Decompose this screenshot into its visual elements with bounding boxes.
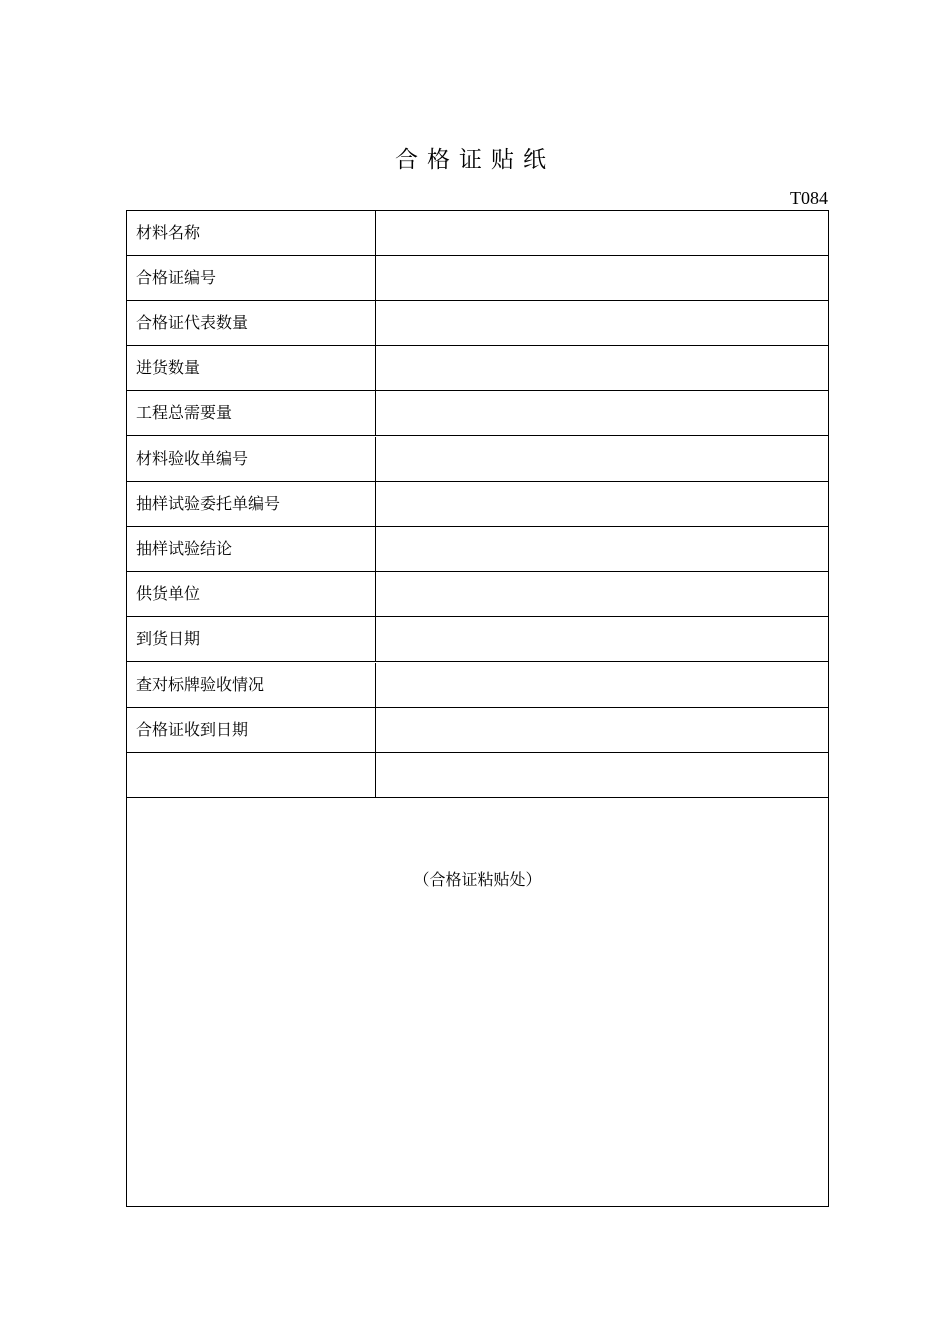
form-row — [127, 708, 828, 753]
form-row — [127, 211, 828, 256]
row-value-field[interactable] — [376, 301, 828, 345]
form-row — [127, 663, 828, 708]
form-row — [127, 437, 828, 482]
row-value-field[interactable] — [376, 708, 828, 752]
row-label: 材料验收单编号 — [127, 437, 376, 481]
form-row — [127, 301, 828, 346]
row-value-field[interactable] — [376, 527, 828, 571]
form-row — [127, 527, 828, 572]
row-value-field[interactable] — [376, 663, 828, 707]
form-row — [127, 482, 828, 527]
row-label: 工程总需要量 — [127, 391, 376, 435]
row-value-field[interactable] — [376, 437, 828, 481]
row-value-field[interactable] — [376, 482, 828, 526]
paste-area-note: （合格证粘贴处） — [413, 870, 542, 889]
row-label: 到货日期 — [127, 617, 376, 661]
row-label: 合格证编号 — [127, 256, 376, 300]
row-value-field[interactable] — [376, 256, 828, 300]
row-label: 供货单位 — [127, 572, 376, 616]
form-row — [127, 753, 828, 798]
certificate-paste-area — [127, 798, 828, 1206]
row-value-field[interactable] — [376, 572, 828, 616]
certificate-form — [126, 210, 829, 1207]
row-label: 抽样试验结论 — [127, 527, 376, 571]
row-label: 进货数量 — [127, 346, 376, 390]
row-label: 材料名称 — [127, 211, 376, 255]
row-value-field[interactable] — [376, 753, 828, 797]
form-row — [127, 346, 828, 391]
row-value-field[interactable] — [376, 346, 828, 390]
form-row — [127, 256, 828, 301]
form-row — [127, 572, 828, 617]
row-value-field[interactable] — [376, 617, 828, 661]
row-label: 查对标牌验收情况 — [127, 663, 376, 707]
page-title: 合格证贴纸 — [395, 147, 555, 173]
row-label: 抽样试验委托单编号 — [127, 482, 376, 526]
row-value-field[interactable] — [376, 391, 828, 435]
row-value-field[interactable] — [376, 211, 828, 255]
row-label: 合格证代表数量 — [127, 301, 376, 345]
form-code: T084 — [790, 188, 828, 208]
form-row — [127, 391, 828, 436]
row-label: 合格证收到日期 — [127, 708, 376, 752]
row-label — [127, 753, 376, 797]
form-row — [127, 617, 828, 662]
